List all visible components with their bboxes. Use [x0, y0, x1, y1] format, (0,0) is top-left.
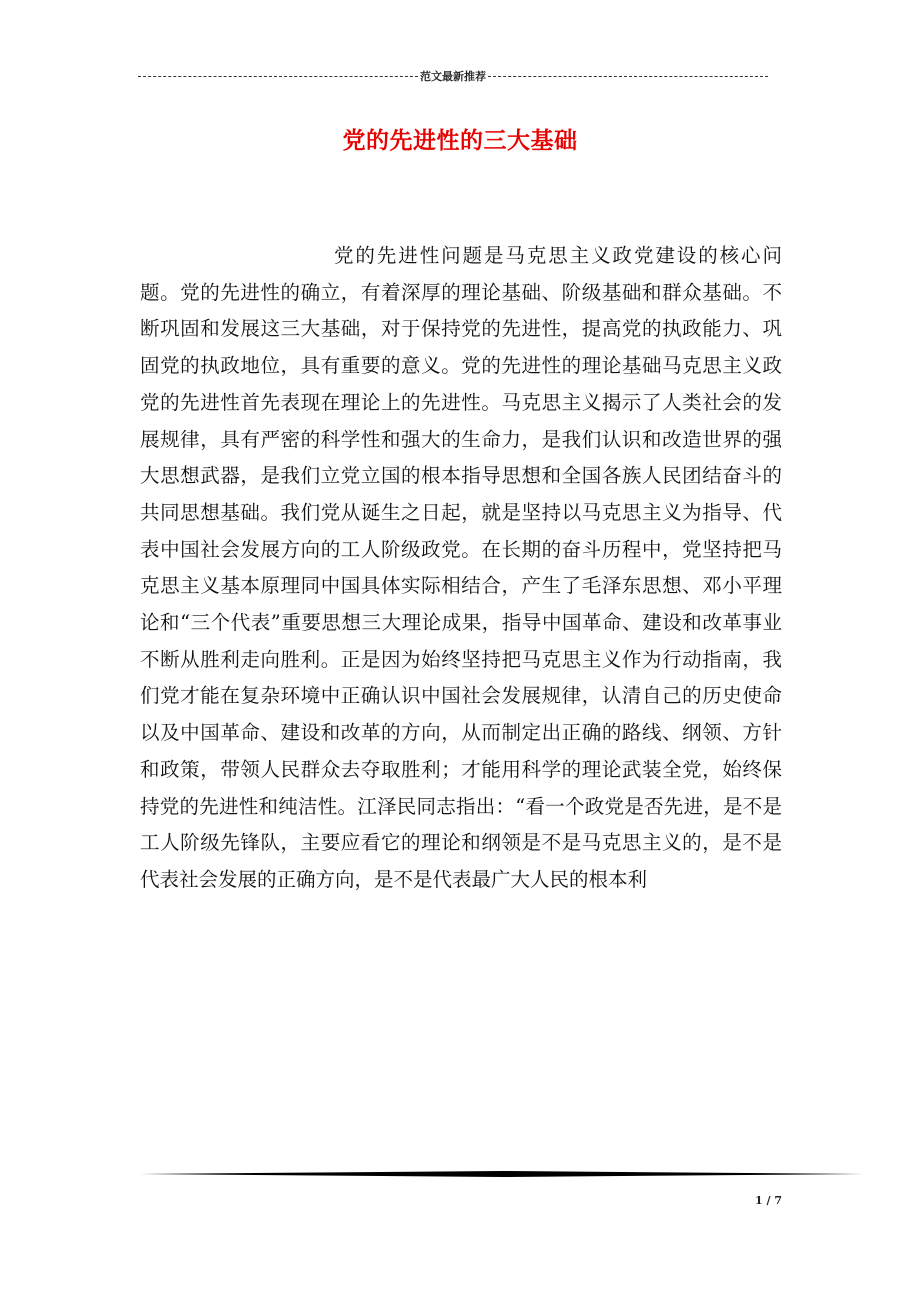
- header-banner: [138, 66, 768, 86]
- header-label: 范文最新推荐: [420, 70, 486, 83]
- header-dash-right: [488, 76, 768, 77]
- footer-rule: [140, 1168, 864, 1180]
- document-body: 党的先进性问题是马克思主义政党建设的核心问题。党的先进性的确立，有着深厚的理论基础、阶级基础和群众基础。不断巩固和发展这三大基础，对于保持党的先进性，提高党的执政能力、巩固党的执政地位，具有重要的意义。党的先进性的理论基础马克思主义政党的先进性首先表现在理论上的先进性。马克思主义揭示了人类社会的发展规律，具有严密的科学性和强大的生命力，是我们认识和改造世界的强大思想武器，是我们立党立国的根本指导思想和全国各族人民团结奋斗的共同思想基础。我们党从诞生之日起，就是坚持以马克思主义为指导、代表中国社会发展方向的工人阶级政党。在长期的奋斗历程中，党坚持把马克思主义基本原理同中国具体实际相结合，产生了毛泽东思想、邓小平理论和“三个代表”重要思想三大理论成果，指导中国革命、建设和改革事业不断从胜利走向胜利。正是因为始终坚持把马克思主义作为行动指南，我们党才能在复杂环境中正确认识中国社会发展规律，认清自己的历史使命以及中国革命、建设和改革的方向，从而制定出正确的路线、纲领、方针和政策，带领人民群众去夺取胜利；才能用科学的理论武装全党，始终保持党的先进性和纯洁性。江泽民同志指出：“看一个政党是否先进，是不是工人阶级先锋队，主要应看它的理论和纲领是不是马克思主义的，是不是代表社会发展的正确方向，是不是代表最广大人民的根本利: [140, 244, 782, 891]
- document-title: 党的先进性的三大基础: [342, 127, 578, 154]
- header-dash-left: [138, 76, 418, 77]
- page-number: 1 / 7: [755, 1194, 782, 1207]
